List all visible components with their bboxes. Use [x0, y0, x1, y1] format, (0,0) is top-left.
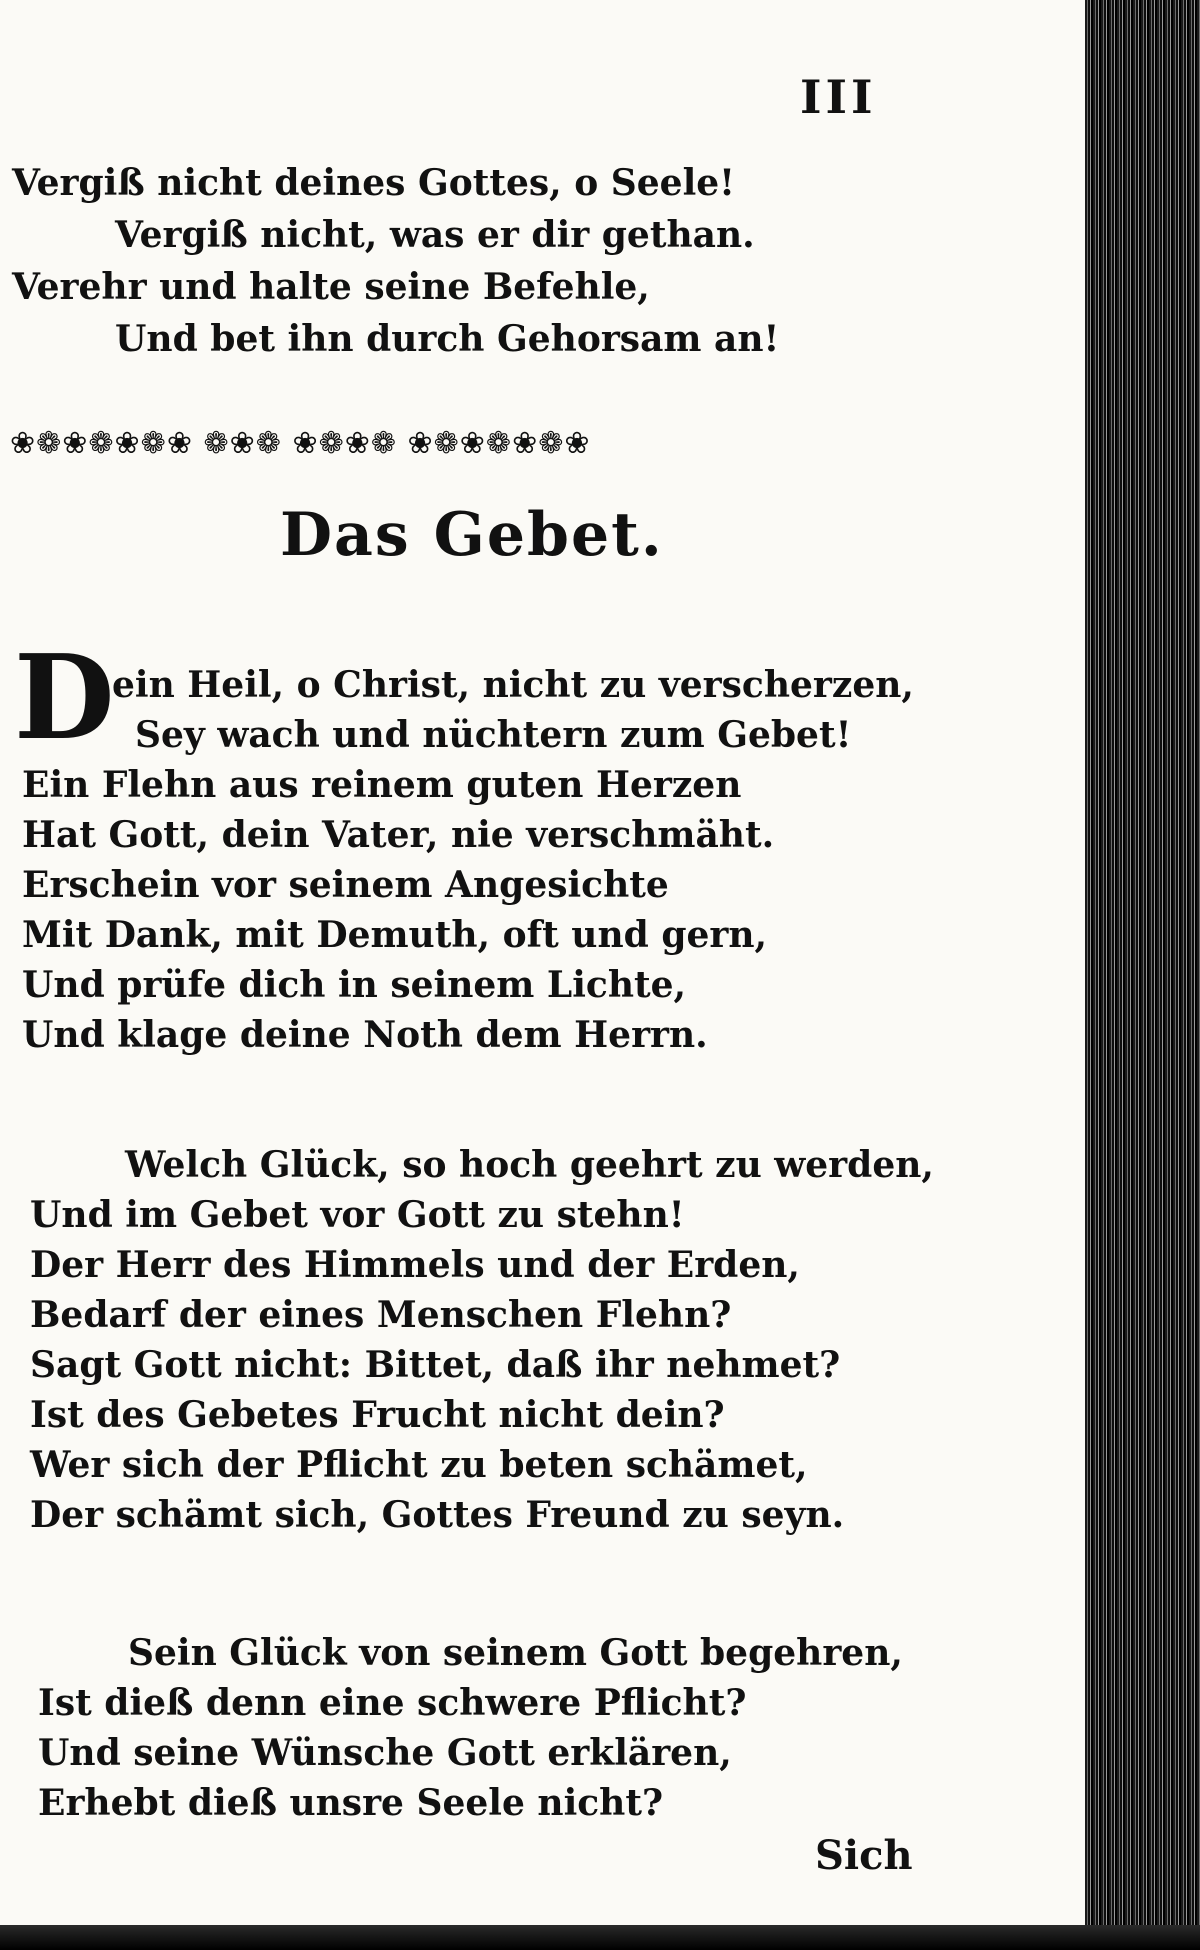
poem-line: Und im Gebet vor Gott zu stehn!: [30, 1194, 685, 1236]
poem-line: Ist des Gebetes Frucht nicht dein?: [30, 1394, 725, 1436]
poem-line: Und prüfe dich in seinem Lichte,: [22, 964, 687, 1006]
poem-line: Ist dieß denn eine schwere Pflicht?: [38, 1682, 747, 1724]
poem-line: Erschein vor seinem Angesichte: [22, 864, 669, 906]
book-page-edges: [1085, 0, 1200, 1950]
poem-line: Sey wach und nüchtern zum Gebet!: [135, 714, 852, 756]
poem-line: Verehr und halte seine Befehle,: [12, 266, 650, 308]
poem-line: Der Herr des Himmels und der Erden,: [30, 1244, 800, 1286]
poem-line: Und klage deine Noth dem Herrn.: [22, 1014, 708, 1056]
poem-line: Erhebt dieß unsre Seele nicht?: [38, 1782, 664, 1824]
poem-line: Vergiß nicht deines Gottes, o Seele!: [12, 162, 735, 204]
poem-line: Und seine Wünsche Gott erklären,: [38, 1732, 732, 1774]
poem-line: ein Heil, o Christ, nicht zu verscherzen,: [112, 664, 914, 706]
poem-line: Sagt Gott nicht: Bittet, daß ihr nehmet?: [30, 1344, 841, 1386]
poem-line: Bedarf der eines Menschen Flehn?: [30, 1294, 732, 1336]
poem-line: Der schämt sich, Gottes Freund zu seyn.: [30, 1494, 845, 1536]
poem-line: Hat Gott, dein Vater, nie verschmäht.: [22, 814, 775, 856]
ornamental-divider: ❀❁❀❁❀❁❀ ❁❀❁ ❀❁❀❁ ❀❁❀❁❀❁❀: [10, 426, 591, 461]
poem-line: Ein Flehn aus reinem guten Herzen: [22, 764, 742, 806]
poem-line: Mit Dank, mit Demuth, oft und gern,: [22, 914, 768, 956]
page-number: III: [800, 70, 877, 124]
scan-bottom-shadow: [0, 1925, 1200, 1950]
poem-title: Das Gebet.: [280, 500, 664, 570]
poem-line: Wer sich der Pflicht zu beten schämet,: [30, 1444, 808, 1486]
poem-line: Vergiß nicht, was er dir gethan.: [115, 214, 755, 256]
poem-line: Welch Glück, so hoch geehrt zu werden,: [125, 1144, 934, 1186]
catchword: Sich: [815, 1832, 913, 1879]
drop-cap-initial: D: [14, 630, 115, 766]
poem-line: Und bet ihn durch Gehorsam an!: [115, 318, 780, 360]
poem-line: Sein Glück von seinem Gott begehren,: [128, 1632, 903, 1674]
